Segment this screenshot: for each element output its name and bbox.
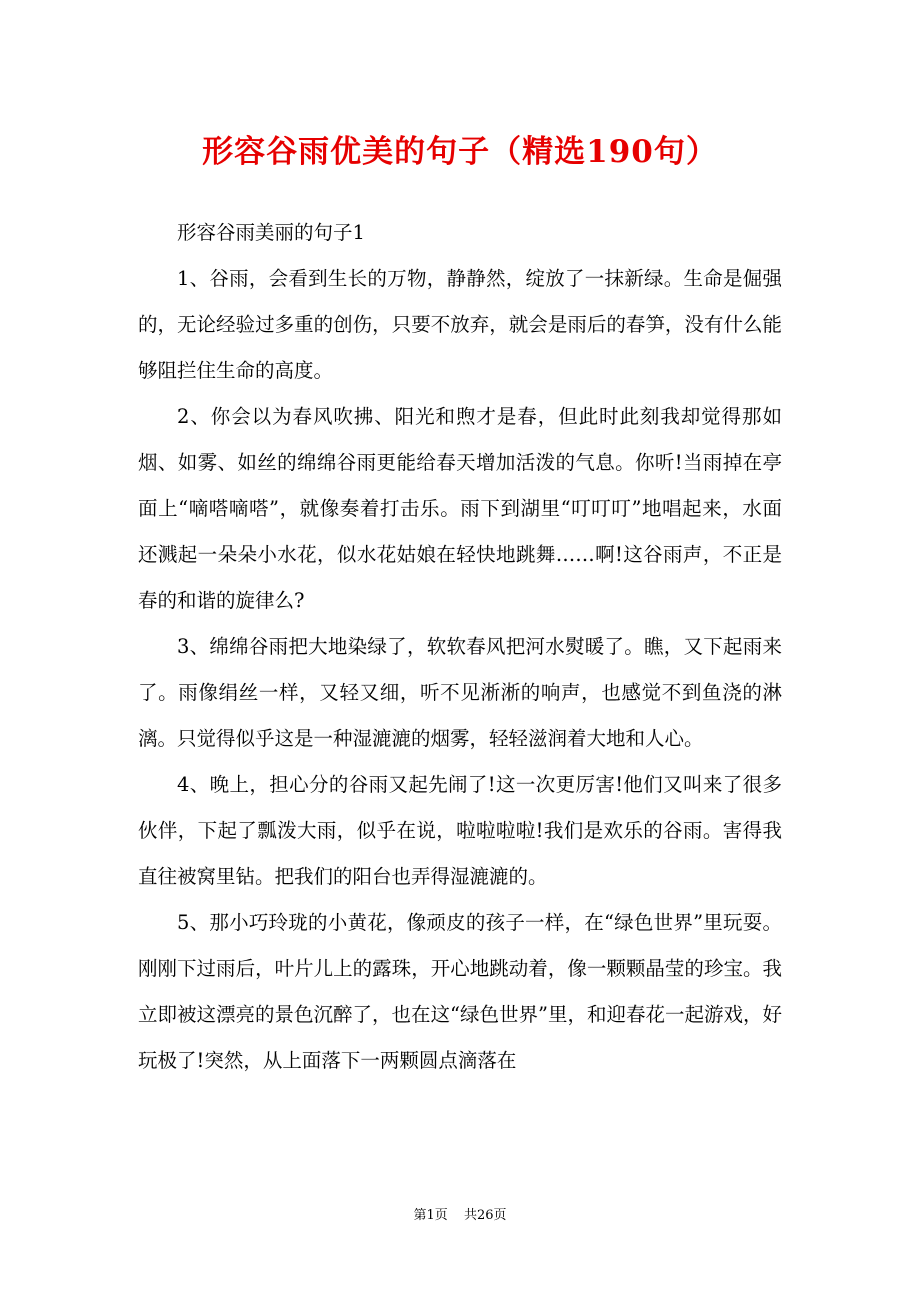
section-subtitle: 形容谷雨美丽的句子1 bbox=[177, 221, 365, 244]
paragraph-5: 5、那小巧玲珑的小黄花，像顽皮的孩子一样，在“绿色世界”里玩耍。刚刚下过雨后，叶片儿上的露珠，开心地跳动着，像一颗颗晶莹的珍宝。我立即被这漂亮的景色沉醉了，也在这“绿色世界”里，和迎春花一起游戏，好玩极了!突然，从上面落下一两颗圆点滴落在 bbox=[138, 911, 782, 1072]
document-body bbox=[138, 210, 782, 1084]
paragraph-4: 4、晚上，担心分的谷雨又起先闹了!这一次更厉害!他们又叫来了很多伙伴，下起了瓢泼大雨，似乎在说，啦啦啦啦!我们是欢乐的谷雨。害得我直往被窝里钻。把我们的阳台也弄得湿漉漉的。 bbox=[138, 773, 782, 888]
page-footer bbox=[0, 1204, 920, 1228]
page-number: 第1页 bbox=[413, 1208, 448, 1223]
document-title: 形容谷雨优美的句子（精选190句） bbox=[202, 134, 718, 170]
paragraph-3: 3、绵绵谷雨把大地染绿了，软软春风把河水熨暖了。瞧，又下起雨来了。雨像绢丝一样，又轻又细，听不见淅淅的响声，也感觉不到鱼浇的淋漓。只觉得似乎这是一种湿漉漉的烟雾，轻轻滋润着大地和人心。 bbox=[138, 635, 782, 750]
paragraph-2: 2、你会以为春风吹拂、阳光和煦才是春，但此时此刻我却觉得那如烟、如雾、如丝的绵绵谷雨更能给春天增加活泼的气息。你听!当雨掉在亭面上“嘀嗒嘀嗒”，就像奏着打击乐。雨下到湖里“叮叮叮”地唱起来，水面还溅起一朵朵小水花，似水花姑娘在轻快地跳舞……啊!这谷雨声，不正是春的和谐的旋律么? bbox=[138, 405, 782, 612]
paragraph-1: 1、谷雨，会看到生长的万物，静静然，绽放了一抹新绿。生命是倔强的，无论经验过多重的创伤，只要不放弃，就会是雨后的春笋，没有什么能够阻拦住生命的高度。 bbox=[138, 267, 782, 382]
page-total: 共26页 bbox=[463, 1208, 507, 1223]
